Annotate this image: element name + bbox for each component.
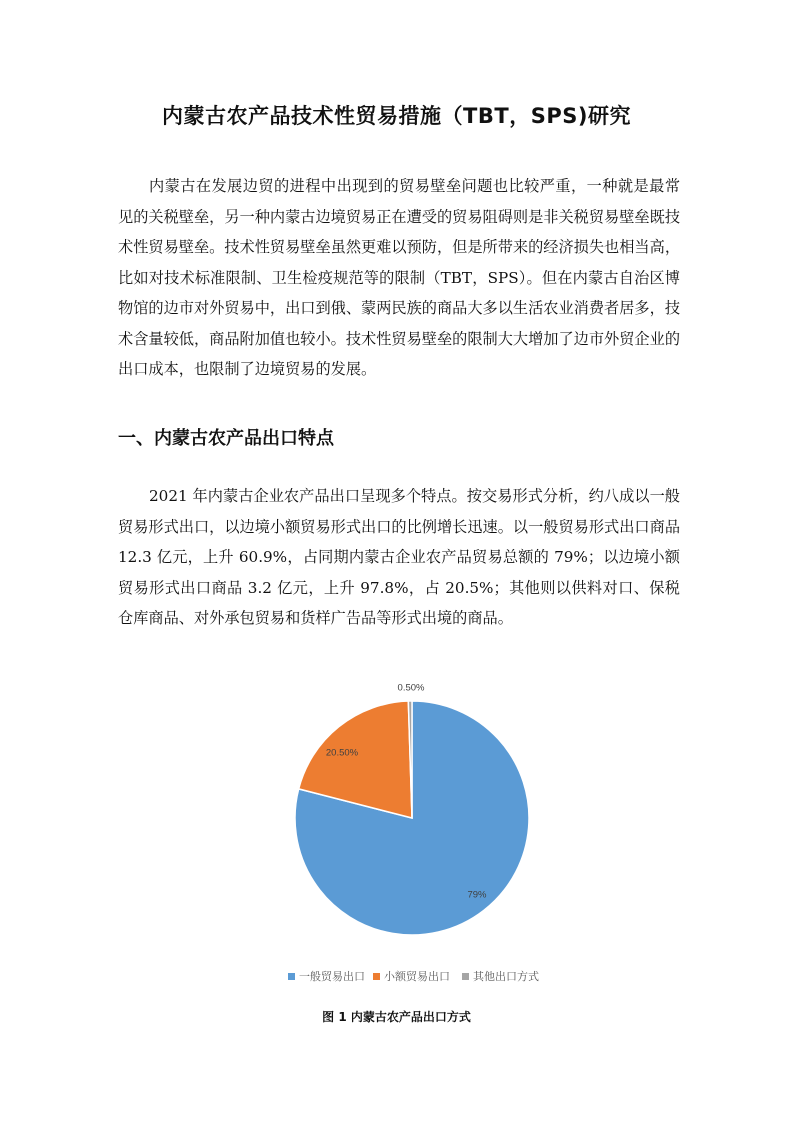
pie-data-label-2: 20.50% (325, 747, 359, 759)
legend-swatch-1 (288, 973, 295, 980)
section-paragraph: 2021 年内蒙古企业农产品出口呈现多个特点。按交易形式分析，约八成以一般贸易形式出口，以边境小额贸易形式出口的比例增长迅速。以一般贸易形式出口商品 12.3 亿元，上升 60.9%，占同期内蒙古企业农产品贸易总额的 79%；以边境小额贸易形式出口商品 3.2 亿元，上升 97.8%，占 20.5%；其他则以供料对口、保税仓库商品、对外承包贸易和货样广告品等形式出境的商品。 (118, 487, 680, 627)
legend-label-2: 小额贸易出口 (384, 970, 450, 983)
legend-swatch-2 (373, 973, 380, 980)
pie-slices (295, 701, 529, 935)
pie-chart (240, 665, 580, 995)
chart-legend (288, 969, 539, 983)
pie-data-label-1: 79% (467, 889, 487, 901)
intro-paragraph: 内蒙古在发展边贸的进程中出现到的贸易壁垒问题也比较严重，一种就是最常见的关税壁垒，另一种内蒙古边境贸易正在遭受的贸易阻碍则是非关税贸易壁垒既技术性贸易壁垒。技术性贸易壁垒虽然更难以预防，但是所带来的经济损失也相当高，比如对技术标准限制、卫生检疫规范等的限制（TBT，SPS）。但在内蒙古自治区博物馆的边市对外贸易中，出口到俄、蒙两民族的商品大多以生活农业消费者居多，技术含量较低，商品附加值也较小。技术性贸易壁垒的限制大大增加了边市外贸企业的出口成本，也限制了边境贸易的发展。 (118, 177, 680, 378)
section-heading: 一、内蒙古农产品出口特点 (118, 428, 334, 449)
legend-label-1: 一般贸易出口 (299, 970, 365, 983)
pie-data-label-3: 0.50% (397, 682, 425, 694)
legend-label-3: 其他出口方式 (473, 970, 539, 983)
page-title: 内蒙古农产品技术性贸易措施（TBT，SPS)研究 (162, 104, 631, 128)
figure-caption: 图 1 内蒙古农产品出口方式 (322, 1010, 471, 1024)
legend-swatch-3 (462, 973, 469, 980)
